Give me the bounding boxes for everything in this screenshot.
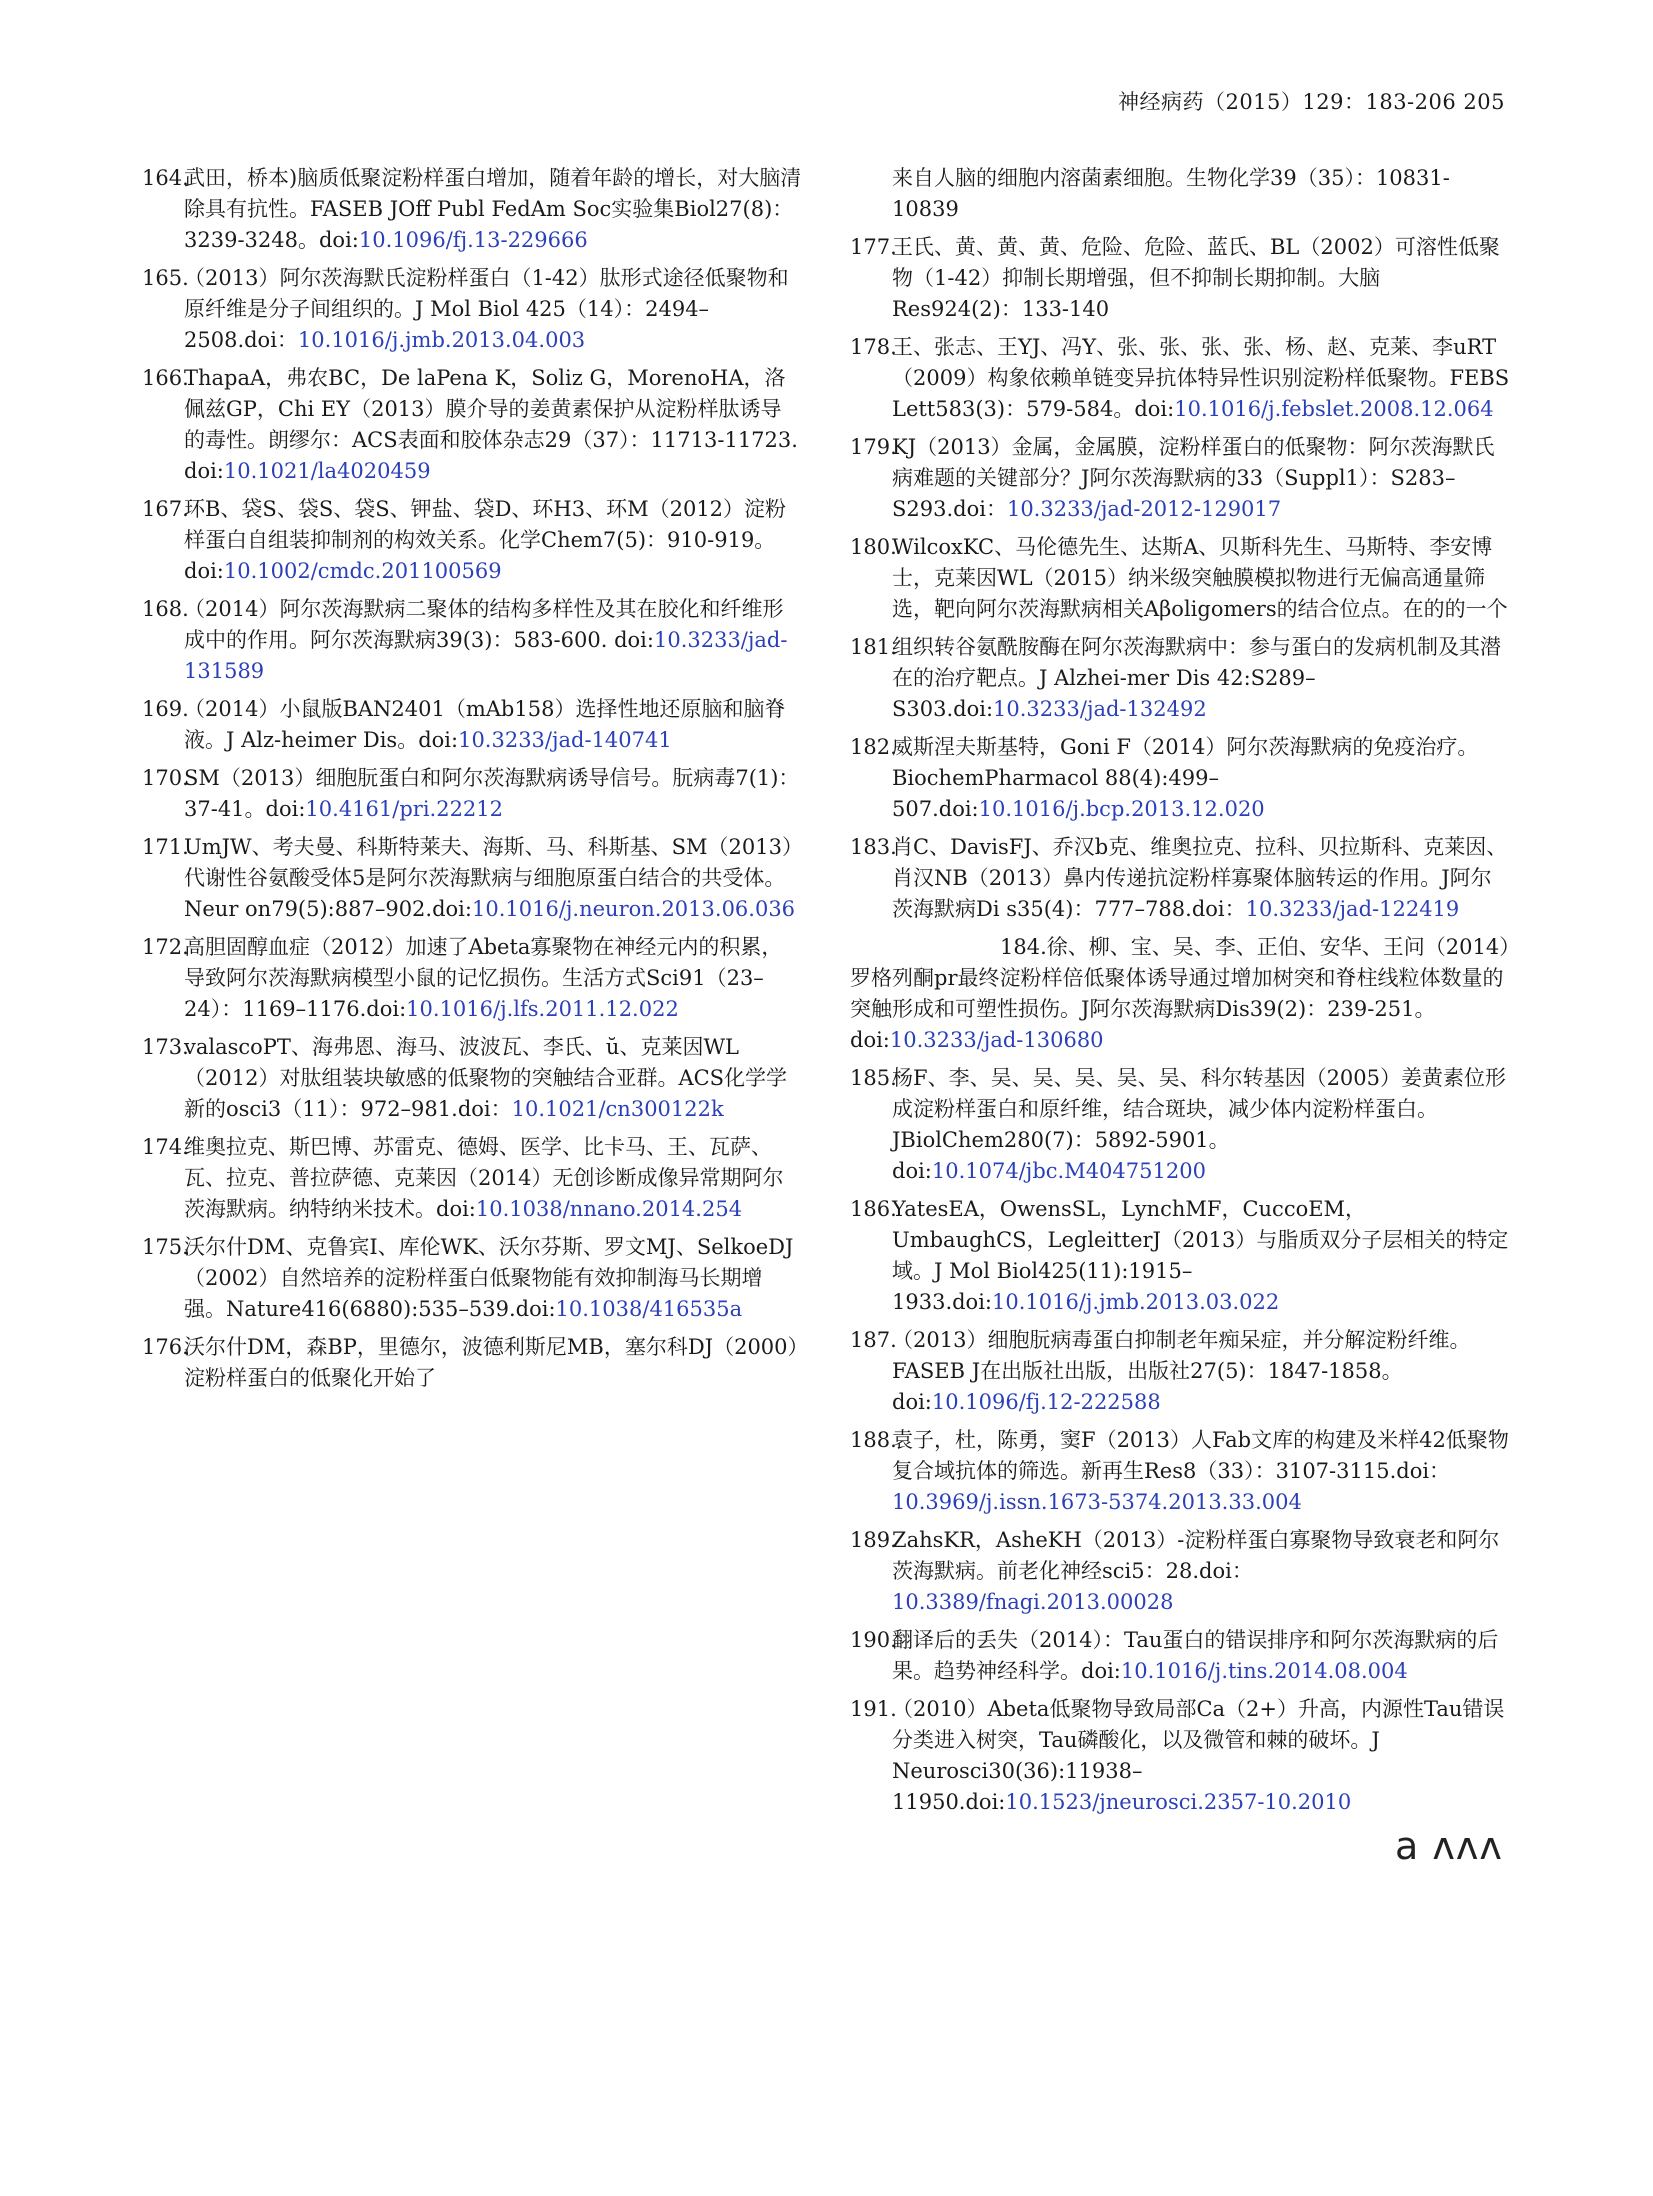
reference-text — [184, 694, 802, 756]
reference-item — [850, 1325, 1510, 1418]
doi-link[interactable]: 10.1038/nnano.2014.254 — [475, 1197, 743, 1221]
reference-citation: UmJW、考夫曼、科斯特莱夫、海斯、马、科斯基、SM（2013）代谢性谷氨酸受体5是阿尔茨海默病与细胞原蛋白结合的共受体。Neur on79(5):887–902.doi: — [184, 835, 793, 921]
reference-citation: （2014）小鼠版BAN2401（mAb158）选择性地还原脑和脑脊液。J Alz-heimer Dis。doi: — [184, 697, 786, 752]
reference-item — [850, 532, 1510, 625]
doi-link[interactable]: 10.3233/jad-131589 — [184, 628, 788, 683]
reference-citation: 维奥拉克、斯巴博、苏雷克、德姆、医学、比卡马、王、瓦萨、瓦、拉克、普拉萨德、克莱因（2014）无创诊断成像异常期阿尔茨海默病。纳特纳米技术。doi: — [184, 1135, 784, 1221]
reference-item — [850, 1425, 1510, 1518]
reference-citation: 王、张志、王YJ、冯Y、张、张、张、张、杨、赵、克莱、李uRT（2009）构象依赖单链变异抗体特异性识别淀粉样低聚物。FEBS Lett583(3)：579-584。doi: — [892, 335, 1510, 421]
reference-number: 188. — [850, 1428, 897, 1452]
reference-item — [850, 832, 1510, 925]
doi-link[interactable]: 10.1016/j.febslet.2008.12.064 — [1174, 397, 1494, 421]
doi-link[interactable]: 10.4161/pri.22212 — [305, 797, 504, 821]
reference-item — [142, 1032, 802, 1125]
reference-citation: WilcoxKC、马伦德先生、达斯A、贝斯科先生、马斯特、李安博士，克莱因WL（2015）纳米级突触膜模拟物进行无偏高通量筛选，靶向阿尔茨海默病相关Aβoligomers的结合位点。在的的一个 — [892, 535, 1508, 621]
reference-number: 187. — [850, 1328, 897, 1352]
reference-item — [850, 1525, 1510, 1618]
reference-text — [892, 532, 1510, 625]
reference-citation: 组织转谷氨酰胺酶在阿尔茨海默病中：参与蛋白的发病机制及其潜在的治疗靶点。J Alzhei-mer Dis 42:S289–S303.doi: — [892, 635, 1501, 721]
reference-text — [184, 932, 802, 1025]
doi-link[interactable]: 10.1016/j.lfs.2011.12.022 — [406, 997, 679, 1021]
reference-text — [184, 1232, 802, 1325]
reference-text — [892, 332, 1510, 425]
reference-item — [142, 494, 802, 587]
reference-text — [184, 163, 802, 256]
references-column-left — [142, 163, 802, 1401]
reference-text — [892, 1525, 1510, 1618]
doi-link[interactable]: 10.1016/j.neuron.2013.06.036 — [471, 897, 796, 921]
reference-citation: 威斯涅夫斯基特，Goni F（2014）阿尔茨海默病的免疫治疗。BiochemPharmacol 88(4):499–507.doi: — [892, 735, 1479, 821]
reference-citation: 沃尔什DM、克鲁宾I、库伦WK、沃尔芬斯、罗文MJ、SelkoeDJ（2002）自然培养的淀粉样蛋白低聚物能有效抑制海马长期增强。Nature416(6880):535–539.doi: — [184, 1235, 794, 1321]
reference-citation: 高胆固醇血症（2012）加速了Abeta寡聚物在神经元内的积累，导致阿尔茨海默病模型小鼠的记忆损伤。生活方式Sci91（23–24）：1169–1176.doi: — [184, 935, 783, 1021]
reference-item — [142, 1232, 802, 1325]
reference-number: 166. — [142, 366, 189, 390]
reference-text — [892, 732, 1510, 825]
reference-number: 186. — [850, 1197, 897, 1221]
reference-item — [142, 263, 802, 356]
reference-citation: KJ（2013）金属，金属膜，淀粉样蛋白的低聚物：阿尔茨海默氏病难题的关键部分？J阿尔茨海默病的33（Suppl1）：S283–S293.doi： — [892, 435, 1495, 521]
reference-text — [184, 1332, 802, 1394]
reference-citation: 肖C、DavisFJ、乔汉b克、维奥拉克、拉科、贝拉斯科、克莱因、肖汉NB（2013）鼻内传递抗淀粉样寡聚体脑转运的作用。J阿尔茨海默病Di s35(4)：777–788.doi： — [892, 835, 1508, 921]
reference-text — [892, 1325, 1510, 1418]
doi-link[interactable]: 10.3969/j.issn.1673-5374.2013.33.004 — [892, 1490, 1302, 1514]
reference-item — [142, 363, 802, 487]
reference-text — [892, 1694, 1510, 1818]
reference-number: 190. — [850, 1628, 897, 1652]
reference-number: 178. — [850, 335, 897, 359]
doi-link[interactable]: 10.1016/j.bcp.2013.12.020 — [978, 797, 1265, 821]
doi-link[interactable]: 10.3233/jad-140741 — [458, 728, 672, 752]
reference-item — [850, 632, 1510, 725]
reference-citation: 翻译后的丢失（2014）：Tau蛋白的错误排序和阿尔茨海默病的后果。趋势神经科学。doi: — [892, 1628, 1499, 1683]
reference-number: 165. — [142, 266, 189, 290]
doi-link[interactable]: 10.1096/fj.13-229666 — [358, 228, 588, 252]
reference-item — [142, 1132, 802, 1225]
reference-item — [850, 163, 1510, 225]
reference-citation: SM（2013）细胞朊蛋白和阿尔茨海默病诱导信号。朊病毒7(1)：37-41。doi: — [184, 766, 800, 821]
reference-text — [184, 594, 802, 687]
reference-number: 169. — [142, 697, 189, 721]
reference-text — [892, 163, 1510, 225]
reference-number: 177. — [850, 235, 897, 259]
reference-text — [184, 1032, 802, 1125]
reference-citation: 环B、袋S、袋S、袋S、钾盐、袋D、环H3、环M（2012）淀粉样蛋白自组装抑制剂的构效关系。化学Chem7(5)：910-919。doi: — [184, 497, 787, 583]
reference-item — [850, 232, 1510, 325]
doi-link[interactable]: 10.1096/fj.12-222588 — [931, 1390, 1161, 1414]
reference-number: 171. — [142, 835, 189, 859]
reference-number: 179. — [850, 435, 897, 459]
reference-citation: 184.徐、柳、宝、吴、李、正伯、安华、王问（2014）罗格列酮pr最终淀粉样倍低聚体诱导通过增加树突和脊柱线粒体数量的突触形成和可塑性损伤。J阿尔茨海默病Dis39(2)：239-251。doi: — [850, 935, 1510, 1052]
reference-item — [850, 332, 1510, 425]
reference-item — [142, 163, 802, 256]
reference-text — [850, 932, 1510, 1056]
reference-citation: 武田，桥本)脑质低聚淀粉样蛋白增加，随着年龄的增长，对大脑清除具有抗性。FASEB JOff Publ FedAm Soc实验集Biol27(8)：3239-3248。doi: — [184, 166, 802, 252]
reference-item — [142, 594, 802, 687]
doi-link[interactable]: 10.3389/fnagi.2013.00028 — [892, 1590, 1174, 1614]
reference-number: 170. — [142, 766, 189, 790]
doi-link[interactable]: 10.3233/jad-130680 — [889, 1028, 1104, 1052]
reference-text — [184, 763, 802, 825]
reference-text — [892, 432, 1510, 525]
reference-text — [184, 832, 802, 925]
reference-item — [850, 1694, 1510, 1818]
doi-link[interactable]: 10.1021/cn300122k — [511, 1097, 724, 1121]
reference-item — [142, 832, 802, 925]
doi-link[interactable]: 10.1016/j.jmb.2013.04.003 — [297, 328, 586, 352]
reference-citation: （2014）阿尔茨海默病二聚体的结构多样性及其在胶化和纤维形成中的作用。阿尔茨海默病39(3)：583-600. doi: — [184, 597, 784, 652]
running-header: 神经病药（2015）129：183-206 205 — [1117, 90, 1505, 114]
doi-link[interactable]: 10.1016/j.tins.2014.08.004 — [1120, 1659, 1408, 1683]
reference-text — [184, 363, 802, 487]
reference-text — [184, 1132, 802, 1225]
reference-text — [892, 1425, 1510, 1518]
reference-citation: （2013）细胞朊病毒蛋白抑制老年痴呆症，并分解淀粉纤维。FASEB J在出版社出版，出版社27(5)：1847-1858。doi: — [892, 1328, 1471, 1414]
reference-item — [142, 932, 802, 1025]
reference-citation: 来自人脑的细胞内溶菌素细胞。生物化学39（35）：10831-10839 — [892, 166, 1450, 221]
reference-text — [892, 232, 1510, 325]
reference-number: 176. — [142, 1335, 189, 1359]
reference-number: 172. — [142, 935, 189, 959]
reference-number: 167. — [142, 497, 189, 521]
reference-number: 189. — [850, 1528, 897, 1552]
reference-number: 182. — [850, 735, 897, 759]
reference-citation: ZahsKR，AsheKH（2013）-淀粉样蛋白寡聚物导致衰老和阿尔茨海默病。前老化神经sci5：28.doi： — [892, 1528, 1500, 1583]
reference-item — [142, 763, 802, 825]
doi-link[interactable]: 10.1016/j.jmb.2013.03.022 — [992, 1290, 1280, 1314]
reference-item — [142, 1332, 802, 1394]
reference-item — [850, 732, 1510, 825]
doi-link[interactable]: 10.3233/jad-122419 — [1245, 897, 1460, 921]
reference-text — [892, 832, 1510, 925]
reference-number: 175. — [142, 1235, 189, 1259]
reference-number: 191. — [850, 1697, 897, 1721]
doi-link[interactable]: 10.1038/416535a — [555, 1297, 743, 1321]
reference-citation: （2010）Abeta低聚物导致局部Ca（2+）升高，内源性Tau错误分类进入树突，Tau磷酸化，以及微管和棘的破坏。J Neurosci30(36):11938–11950.doi: — [892, 1697, 1505, 1814]
reference-text — [184, 494, 802, 587]
reference-item — [850, 932, 1510, 1056]
references-column-right — [850, 163, 1510, 1825]
reference-citation: YatesEA，OwensSL，LynchMF，CuccoEM，UmbaughCS，LegleitterJ（2013）与脂质双分子层相关的特定域。J Mol Biol425(11):1915–1933.doi: — [892, 1197, 1509, 1314]
reference-number: 181. — [850, 635, 897, 659]
reference-text — [892, 632, 1510, 725]
signature-mark: a ᴧᴧᴧ — [1395, 1824, 1503, 1868]
reference-citation: （2013）阿尔茨海默氏淀粉样蛋白（1-42）肽形式途径低聚物和原纤维是分子间组织的。J Mol Biol 425（14）：2494–2508.doi： — [184, 266, 789, 352]
doi-link[interactable]: 10.1002/cmdc.201100569 — [223, 559, 502, 583]
reference-number: 185. — [850, 1066, 897, 1090]
doi-link[interactable]: 10.1021/la4020459 — [223, 459, 431, 483]
reference-item — [850, 1194, 1510, 1318]
reference-citation: ThapaA，弗农BC，De laPena K，Soliz G，MorenoHA，洛佩兹GP，Chi EY（2013）膜介导的姜黄素保护从淀粉样肽诱导的毒性。朗缪尔：ACS表面和胶体杂志29（37）：11713-11723. doi: — [184, 366, 798, 483]
reference-citation: 杨F、李、吴、吴、吴、吴、吴、科尔转基因（2005）姜黄素位形成淀粉样蛋白和原纤维，结合斑块，减少体内淀粉样蛋白。JBiolChem280(7)：5892-5901。doi: — [892, 1066, 1507, 1183]
reference-item — [850, 432, 1510, 525]
reference-number: 183. — [850, 835, 897, 859]
reference-text — [892, 1625, 1510, 1687]
doi-link[interactable]: 10.1523/jneurosci.2357-10.2010 — [1005, 1790, 1352, 1814]
reference-citation: 王氏、黄、黄、黄、危险、危险、蓝氏、BL（2002）可溶性低聚物（1-42）抑制长期增强，但不抑制长期抑制。大脑Res924(2)：133-140 — [892, 235, 1500, 321]
reference-number: 173. — [142, 1035, 189, 1059]
reference-item — [142, 694, 802, 756]
reference-item — [850, 1625, 1510, 1687]
reference-text — [184, 263, 802, 356]
reference-citation: 沃尔什DM，森BP，里德尔，波德利斯尼MB，塞尔科DJ（2000）淀粉样蛋白的低聚化开始了 — [184, 1335, 799, 1390]
reference-number: 168. — [142, 597, 189, 621]
reference-number: 174. — [142, 1135, 189, 1159]
reference-text — [892, 1194, 1510, 1318]
reference-citation: valascoPT、海弗恩、海马、波波瓦、李氏、ŭ、克莱因WL（2012）对肽组装块敏感的低聚物的突触结合亚群。ACS化学学新的osci3（11）：972–981.doi： — [184, 1035, 788, 1121]
reference-number: 164. — [142, 166, 189, 190]
doi-link[interactable]: 10.3233/jad-2012-129017 — [1006, 497, 1282, 521]
reference-citation: 袁子，杜，陈勇，窦F（2013）人Fab文库的构建及米样42低聚物复合域抗体的筛选。新再生Res8（33）：3107-3115.doi： — [892, 1428, 1509, 1483]
reference-item — [850, 1063, 1510, 1187]
reference-number: 180. — [850, 535, 897, 559]
reference-text — [892, 1063, 1510, 1187]
doi-link[interactable]: 10.1074/jbc.M404751200 — [931, 1159, 1206, 1183]
doi-link[interactable]: 10.3233/jad-132492 — [993, 697, 1207, 721]
